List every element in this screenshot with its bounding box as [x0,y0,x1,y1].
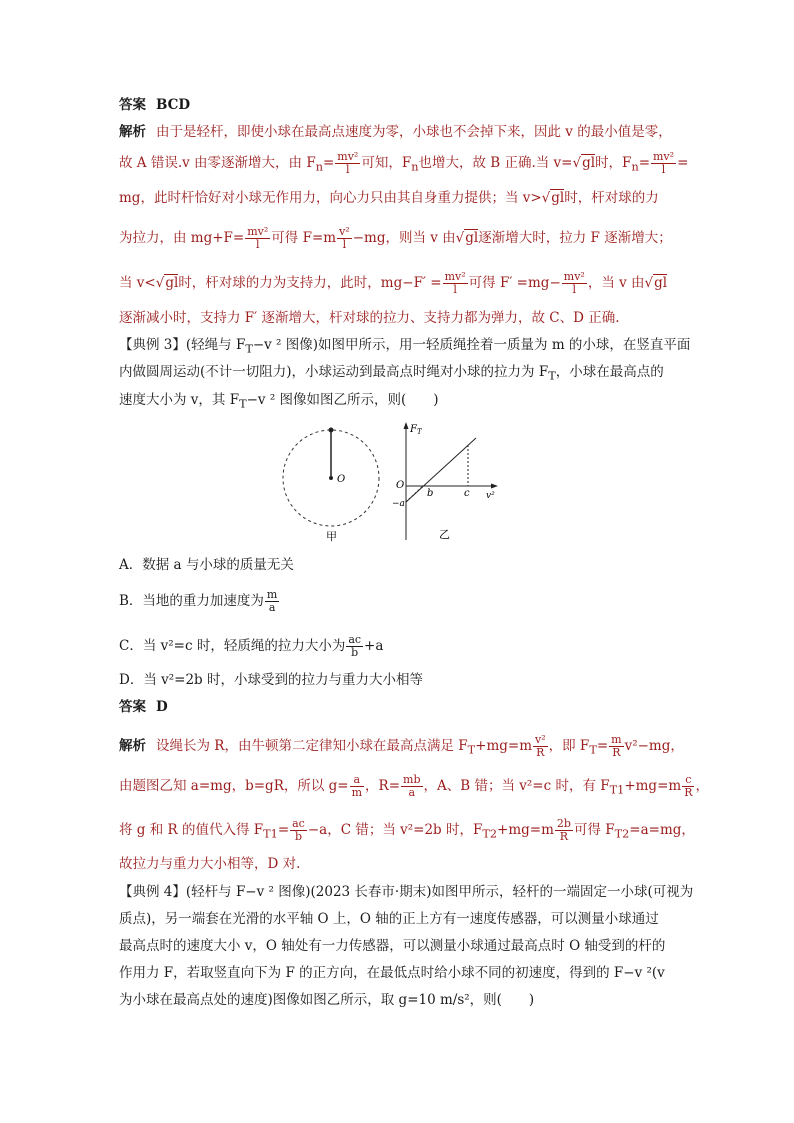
analysis-text: 由于是轻杆，即使小球在最高点速度为零，小球也不会掉下来，因此 v 的最小值是零， [156,124,672,140]
text-segment: +a [364,638,384,654]
text-segment: ， [695,778,709,794]
subscript: n [411,160,419,174]
example4-line-5 [119,991,534,1009]
text-segment: 设绳长为 R，由牛顿第二定律知小球在最高点满足 F [156,738,468,754]
figure-jia-yi [276,420,516,550]
fraction [651,151,676,176]
denominator: l [256,238,260,251]
text-segment: 时，F [595,155,632,171]
text-segment: mg，此时杆恰好对小球无作用力，向心力只由其自身重力提供；当 v> [119,190,542,206]
subscript: T [467,743,476,757]
text-segment: 时，杆对球的力 [564,190,659,206]
denominator: R [684,786,693,799]
subscript: T1 [609,783,625,797]
b-label: b [427,488,434,499]
denominator: b [294,830,302,843]
fraction [533,734,548,759]
numerator: m [611,733,622,746]
text-segment: 逐渐减小时，支持力 F′ 逐渐增大，杆对球的拉力、支持力都为弹力，故 C、D 正确. [119,310,620,326]
sqrt-content: gl [551,190,565,206]
text-segment: 作用力 F，若取竖直向下为 F 的正方向，在最低点时给小球不同的初速度，得到的 F−v ²(v [119,965,665,981]
text-segment: = [277,822,290,838]
text-segment: = [677,155,689,171]
text-segment: 速度大小为 v，其 F [119,392,240,408]
numerator: ac [348,633,362,646]
fraction [265,589,279,614]
analysis-label: 解析 [119,738,146,754]
example4-line-2 [119,910,659,928]
denominator: a [408,786,416,799]
text-segment: 故拉力与重力大小相等，D 对. [119,856,301,872]
denominator: l [661,163,666,176]
text-segment: −mg，则当 v 由 [352,230,456,246]
fraction [346,634,363,659]
text-segment: −v ² 图像如图乙所示，则( ) [246,392,439,408]
analysis-line-1 [119,123,672,141]
text-segment: 内做圆周运动(不计一切阻力)，小球运动到最高点时绳对小球的拉力为 F [119,364,549,380]
example4-line-1 [119,883,693,901]
fraction [609,734,623,759]
fraction [245,226,270,251]
text-segment: 由题图乙知 a=mg，b=gR，所以 g= [119,778,349,794]
fraction [290,818,307,843]
numerator: v² [535,733,546,746]
fraction [555,818,573,843]
fraction [335,151,360,176]
fraction [401,774,422,799]
analysis2-line-4 [119,855,300,873]
center-label: O [337,474,346,485]
sqrt-content: gl [582,155,596,171]
text-segment: −a，C 错；当 v²=2b 时，F [307,822,483,838]
denominator: l [453,283,457,296]
option-c [119,634,383,659]
text-segment: 将 g 和 R 的值代入得 F [119,822,264,838]
text-segment: ，即 F [548,738,590,754]
numerator: mv² [337,150,359,163]
text-segment: = [638,155,650,171]
c-label: c [464,488,470,499]
text-segment: 可得 F′ =mg− [468,275,561,291]
denominator: b [351,646,359,659]
axis-y-label [409,424,423,436]
example3-line-2 [119,363,664,386]
text-segment: 【典例 3】(轻绳与 F [119,337,246,353]
denominator: R [536,746,545,759]
example3-line-3 [119,391,439,414]
text-segment: ，小球在最高点的 [555,364,664,380]
text-segment: D．当 v²=2b 时，小球受到的拉力与重力大小相等 [119,672,423,688]
analysis-label: 解析 [119,124,146,140]
analysis-line-2: 故 A 错误.v 由零逐渐增大，由 $F_n=$ $\frac{\text{mv²}}{l}$ 可知，$F_n$也增大，故 B 正确.当 v=√gl时，$F_n=$ $\frac{\text{mv²}}{l}$ = [119,150,689,176]
denominator: R [612,746,621,759]
answer-line-1 [119,96,190,114]
numerator: mv² [653,150,675,163]
numerator: 2b [556,817,571,830]
answer-label: 答案 [119,97,146,113]
text-segment: 最高点时的速度大小 v，O 轴处有一力传感器，可以测量小球通过最高点时 O 轴受到的杆的 [119,938,666,954]
text-segment: C．当 v²=c 时，轻质绳的拉力大小为 [119,638,346,654]
subscript: n [315,160,323,174]
text-segment: = [596,738,609,754]
subscript: T [589,743,597,757]
text-segment: 时，杆对球的力为支持力，此时，mg−F′ = [178,275,442,291]
axis-y-text: F [410,424,417,435]
text-segment: 当 v< [119,275,156,291]
analysis2-line-3 [119,818,695,844]
denominator: m [351,786,363,799]
analysis-line-3: mg，此时杆恰好对小球无作用力，向心力只由其自身重力提供；当 v>√gl时，杆对球的力 [119,190,659,206]
analysis-line-5: 当 v<√gl时，杆对球的力为支持力，此时，mg−F′ = $\frac{\text{mv²}}{l}$ 可得 F′ =mg− $\frac{\text{mv²}}{l}$ ，当 v 由√gl [119,270,668,296]
numerator: m [266,588,278,601]
analysis-line-4: 为拉力，由 mg+F= $\frac{\text{mv²}}{l}$ 可得 F=m $\frac{\text{v²}}{l}$ −mg，则当 v 由√gl逐渐增大时，拉力 F 逐渐增大； [119,225,672,251]
subscript: T2 [614,827,630,841]
text-segment: 【典例 4】(轻杆与 F−v ² 图像)(2023 长春市·期末)如图甲所示，轻杆的一端固定一小球(可视为 [119,884,694,900]
numerator: c [682,774,694,787]
text-segment: ，R= [365,778,401,794]
origin-label: O [396,480,405,491]
text-segment: 质点)，另一端套在光滑的水平轴 O 上，O 轴的正上方有一速度传感器，可以测量小球通过 [119,911,659,927]
text-segment: 逐渐增大时，拉力 F 逐渐增大； [478,230,672,246]
numerator: mv² [247,225,269,238]
minus-a-label: −a [392,499,405,509]
text-segment: +mg=m [475,738,533,754]
answer-label: 答案 [119,699,146,715]
text-segment: 可得 F=m [271,230,337,246]
analysis-line-6 [119,309,620,327]
text-segment: −v ² 图像)如图甲所示，用一轻质绳拴着一质量为 m 的小球，在竖直平面 [252,337,691,353]
fraction [562,271,587,296]
analysis2-line-2 [119,774,709,800]
numerator: mv² [563,270,585,283]
example3-line-1 [119,336,690,359]
ball-top [329,428,334,433]
denominator: l [346,163,350,176]
axis-y-subscript: T [416,428,422,436]
sqrt-content: gl [465,230,479,246]
subscript: n [631,160,639,174]
text-segment: A．数据 a 与小球的质量无关 [119,557,294,573]
numerator: v² [339,225,350,238]
text-segment: v²−mg， [624,738,684,754]
fraction [443,271,468,296]
subscript: T [548,369,556,383]
subscript: T1 [263,827,278,841]
text-segment: +mg=m [624,778,682,794]
analysis2-line-1 [119,734,684,760]
denominator: l [342,238,347,251]
example4-line-3 [119,937,665,955]
text-segment: 为拉力，由 mg+F= [119,230,245,246]
text-segment: 故 A 错误.v 由零逐渐增大，由 F [119,155,316,171]
text-segment: +mg=m [497,822,554,838]
denominator: a [268,601,276,614]
fraction [682,774,694,799]
text-segment: ，A、B 错；当 v²=c 时，有 F [423,778,610,794]
text-segment: 也增大，故 B 正确.当 v= [418,155,573,171]
numerator: mb [403,773,421,786]
text-segment: = [322,155,335,171]
text-segment: ，当 v 由 [587,275,645,291]
numerator: a [350,774,364,787]
center-point [329,476,333,480]
answer-line-2 [119,698,168,716]
y-axis-arrow [404,422,409,429]
example4-line-4 [119,964,665,982]
subscript: T2 [482,827,498,841]
answer-value: D [156,699,168,715]
option-b [119,589,280,614]
sqrt-content: gl [654,275,668,291]
text-segment: 为小球在最高点处的速度)图像如图乙所示，取 g=10 m/s²，则( ) [119,992,535,1008]
text-segment: =a=mg， [629,822,695,838]
option-a [119,556,294,574]
figure-jia-label: 甲 [326,530,337,543]
subscript: T [239,397,247,411]
numerator: mv² [444,270,466,283]
x-axis-arrow [491,484,498,489]
figure-yi-label: 乙 [439,528,450,541]
text-segment: 可知，F [361,155,412,171]
option-d [119,671,423,689]
fraction [337,226,352,251]
answer-value: BCD [156,97,191,113]
text-segment: B．当地的重力加速度为 [119,593,264,609]
text-segment: 可得 F [573,822,615,838]
subscript: T [245,342,253,356]
axis-x-label: v² [486,491,495,501]
denominator: l [572,283,577,296]
sqrt-content: gl [165,275,179,291]
numerator: ac [292,817,305,830]
denominator: R [559,830,569,843]
fraction [350,774,364,799]
